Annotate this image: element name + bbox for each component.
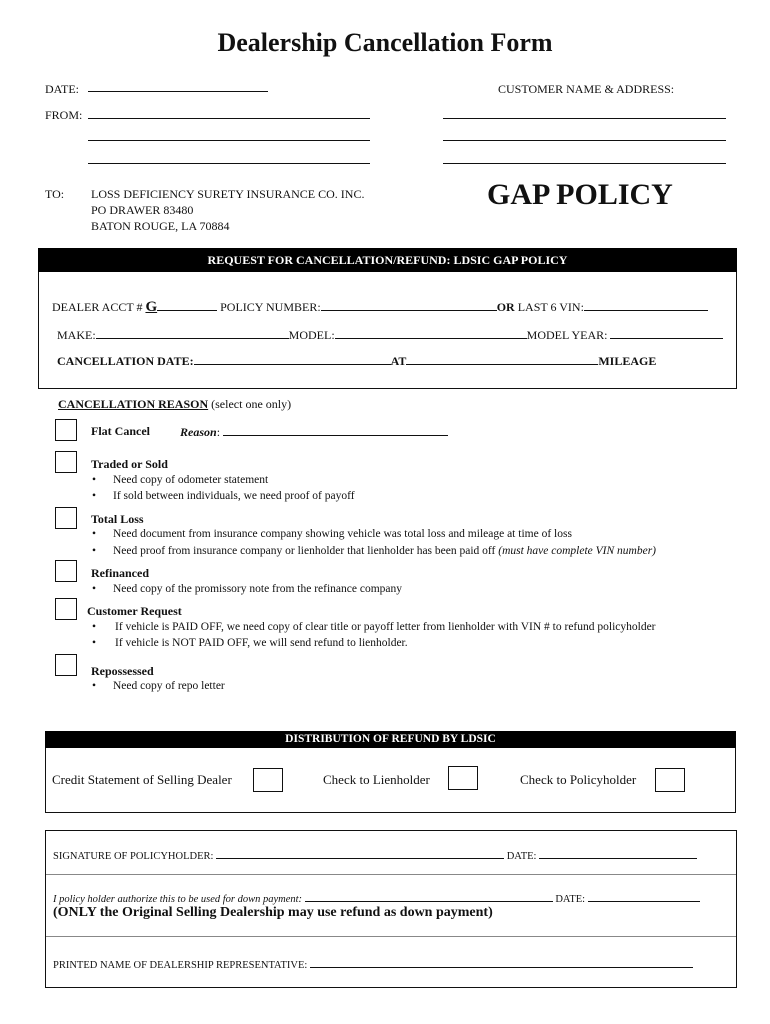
- total-loss-item-2: [113, 545, 656, 557]
- signature-date-field[interactable]: [539, 848, 697, 859]
- bullet-icon: •: [92, 474, 97, 486]
- bullet-icon: •: [92, 583, 97, 595]
- model-year-field[interactable]: [610, 327, 723, 339]
- dealer-acct-value[interactable]: G: [145, 299, 158, 315]
- traded-sold-checkbox[interactable]: [55, 451, 77, 473]
- distribution-bar: DISTRIBUTION OF REFUND BY LDSIC: [45, 731, 736, 748]
- distribution-option-dealer: Credit Statement of Selling Dealer: [52, 772, 232, 787]
- dealer-acct-label: DEALER ACCT #: [52, 300, 143, 314]
- bullet-icon: •: [92, 545, 97, 557]
- authorize-divider: [46, 936, 736, 937]
- total-loss-checkbox[interactable]: [55, 507, 77, 529]
- check-policyholder-checkbox[interactable]: [655, 768, 685, 792]
- authorize-field[interactable]: [305, 891, 553, 902]
- printed-name-row: [53, 957, 693, 971]
- model-year-label: MODEL YEAR:: [526, 328, 608, 342]
- check-lienholder-checkbox[interactable]: [448, 766, 478, 790]
- date-label: DATE:: [45, 82, 79, 96]
- printed-name-label: PRINTED NAME OF DEALERSHIP REPRESENTATIVE:: [53, 960, 308, 971]
- only-note: (ONLY the Original Selling Dealership may use refund as down payment): [53, 905, 493, 920]
- flat-cancel-checkbox[interactable]: [55, 419, 77, 441]
- refinanced-label: Refinanced: [91, 566, 149, 580]
- reason-label: Reason: [180, 425, 217, 439]
- cancellation-date-label: CANCELLATION DATE:: [57, 354, 194, 368]
- customer-field-1[interactable]: [443, 118, 726, 119]
- reason-field[interactable]: [223, 424, 448, 436]
- dealer-acct-row: [52, 299, 708, 316]
- customer-request-item-2: If vehicle is NOT PAID OFF, we will send refund to lienholder.: [115, 637, 408, 649]
- repossessed-label: Repossessed: [91, 664, 154, 678]
- signature-label: SIGNATURE OF POLICYHOLDER:: [53, 851, 214, 862]
- customer-request-checkbox[interactable]: [55, 598, 77, 620]
- from-field-2[interactable]: [88, 140, 370, 141]
- refinanced-item-1: Need copy of the promissory note from the refinance company: [113, 583, 402, 595]
- signature-divider: [46, 874, 736, 875]
- to-label: TO:: [45, 187, 65, 201]
- to-address-line-1: LOSS DEFICIENCY SURETY INSURANCE CO. INC.: [91, 187, 365, 201]
- distribution-option-lienholder: Check to Lienholder: [323, 772, 430, 787]
- from-field-1[interactable]: [88, 118, 370, 119]
- repossessed-checkbox[interactable]: [55, 654, 77, 676]
- customer-field-2[interactable]: [443, 140, 726, 141]
- from-field-3[interactable]: [88, 163, 370, 164]
- refinanced-checkbox[interactable]: [55, 560, 77, 582]
- model-label: MODEL:: [288, 328, 335, 342]
- to-address-line-2: PO DRAWER 83480: [91, 203, 194, 217]
- page-title: Dealership Cancellation Form: [217, 28, 553, 57]
- flat-cancel-label: Flat Cancel: [91, 424, 150, 438]
- authorize-date-field[interactable]: [588, 891, 700, 902]
- authorize-date-label: DATE:: [555, 894, 586, 905]
- cancellation-date-field[interactable]: [194, 353, 391, 365]
- gap-policy-heading: GAP POLICY: [487, 178, 673, 211]
- bullet-icon: •: [92, 637, 97, 649]
- bullet-icon: •: [92, 680, 97, 692]
- authorize-label: I policy holder authorize this to be used for down payment:: [53, 894, 303, 905]
- to-address-line-3: BATON ROUGE, LA 70884: [91, 219, 230, 233]
- customer-name-label: CUSTOMER NAME & ADDRESS:: [498, 82, 675, 96]
- mileage-label: MILEAGE: [598, 354, 657, 368]
- dealer-acct-field[interactable]: [157, 299, 217, 311]
- signature-field[interactable]: [216, 848, 504, 859]
- bullet-icon: •: [92, 621, 97, 633]
- total-loss-item-2-text: Need proof from insurance company or lienholder that lienholder has been paid off: [113, 545, 496, 557]
- repossessed-item-1: Need copy of repo letter: [113, 680, 225, 692]
- credit-dealer-checkbox[interactable]: [253, 768, 283, 792]
- cancellation-reason-heading: [58, 397, 291, 412]
- traded-sold-item-1: Need copy of odometer statement: [113, 474, 269, 486]
- flat-cancel-reason: [180, 424, 448, 440]
- make-label: MAKE:: [57, 328, 96, 342]
- policy-number-label: POLICY NUMBER:: [220, 300, 321, 314]
- reason-heading-note: (select one only): [211, 397, 292, 411]
- signature-row: [53, 848, 697, 862]
- make-field[interactable]: [96, 327, 289, 339]
- customer-field-3[interactable]: [443, 163, 726, 164]
- traded-sold-label: Traded or Sold: [91, 457, 168, 471]
- or-label: OR: [496, 300, 515, 314]
- authorize-row: [53, 891, 700, 905]
- reason-colon: :: [216, 425, 221, 439]
- customer-request-item-1: If vehicle is PAID OFF, we need copy of clear title or payoff letter from lienholder with VIN # to refund policyholder: [115, 621, 656, 633]
- bullet-icon: •: [92, 490, 97, 502]
- at-field[interactable]: [406, 353, 598, 365]
- cancellation-date-row: [57, 353, 656, 369]
- signature-date-label: DATE:: [506, 851, 537, 862]
- make-row: [57, 327, 723, 343]
- printed-name-field[interactable]: [310, 957, 693, 968]
- request-bar: REQUEST FOR CANCELLATION/REFUND: LDSIC GAP POLICY: [38, 248, 737, 272]
- last6-vin-label: LAST 6 VIN:: [517, 300, 584, 314]
- total-loss-label: Total Loss: [91, 512, 144, 526]
- total-loss-item-1: Need document from insurance company showing vehicle was total loss and mileage at time of loss: [113, 528, 572, 540]
- total-loss-item-2-note: (must have complete VIN number): [498, 545, 656, 557]
- policy-number-field[interactable]: [321, 299, 497, 311]
- reason-heading-label: CANCELLATION REASON: [58, 397, 209, 411]
- from-label: FROM:: [45, 108, 83, 122]
- traded-sold-item-2: If sold between individuals, we need proof of payoff: [113, 490, 355, 502]
- last6-vin-field[interactable]: [584, 299, 708, 311]
- bullet-icon: •: [92, 528, 97, 540]
- date-field[interactable]: [88, 91, 268, 92]
- customer-request-label: Customer Request: [87, 604, 182, 618]
- at-label: AT: [390, 354, 407, 368]
- distribution-option-policyholder: Check to Policyholder: [520, 772, 637, 787]
- model-field[interactable]: [335, 327, 527, 339]
